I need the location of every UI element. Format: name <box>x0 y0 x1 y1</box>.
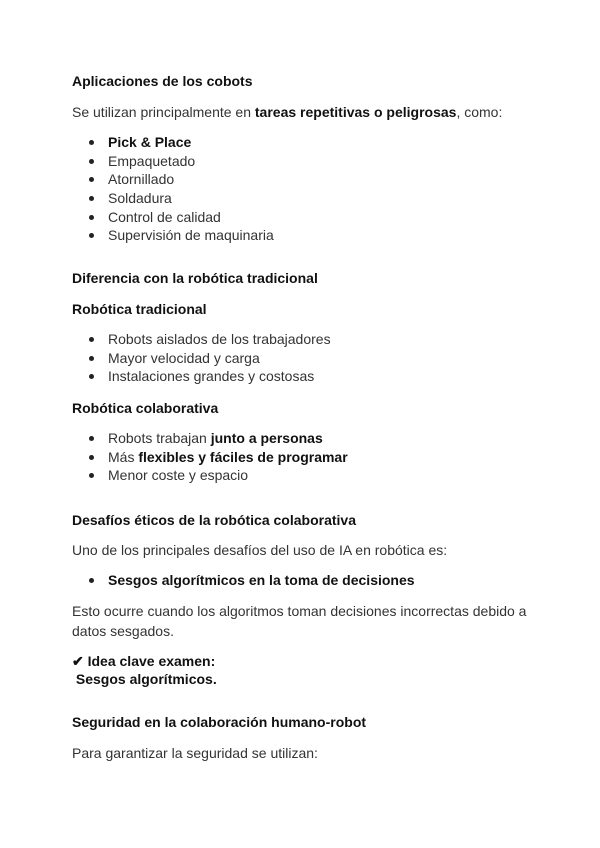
key-idea-label: ✔ Idea clave examen: <box>72 653 216 669</box>
collaborative-list <box>72 429 348 485</box>
list-item-label: Mayor velocidad y carga <box>108 349 260 366</box>
bullet-icon <box>89 356 94 361</box>
heading-difference: Diferencia con la robótica tradicional <box>72 270 318 286</box>
bullet-icon <box>89 436 94 441</box>
list-item <box>72 429 348 448</box>
applications-intro-post: , como: <box>456 104 503 120</box>
heading-safety: Seguridad en la colaboración humano-robot <box>72 714 367 730</box>
key-idea-value: Sesgos algorítmicos. <box>72 671 217 687</box>
list-item-bold: flexibles y fáciles de programar <box>138 448 348 465</box>
applications-intro-bold: tareas repetitivas o peligrosas <box>254 104 457 120</box>
bullet-icon <box>89 337 94 342</box>
bullet-icon <box>89 578 94 583</box>
list-item <box>72 208 274 227</box>
list-item <box>72 133 274 152</box>
ethics-intro: Uno de los principales desafíos del uso de IA en robótica es: <box>72 542 448 558</box>
list-item <box>72 189 274 208</box>
applications-intro <box>72 103 532 122</box>
list-item-label: Supervisión de maquinaria <box>108 227 274 244</box>
list-item <box>72 170 274 189</box>
heading-ethics: Desafíos éticos de la robótica colaborativa <box>72 512 356 528</box>
applications-intro-pre: Se utilizan principalmente en <box>72 104 255 120</box>
bullet-icon <box>89 374 94 379</box>
list-item <box>72 571 415 590</box>
list-item <box>72 367 331 386</box>
bullet-icon <box>89 233 94 238</box>
list-item-label: Pick & Place <box>108 134 192 150</box>
list-item <box>72 466 348 485</box>
ethics-explanation: Esto ocurre cuando los algoritmos toman decisiones incorrectas debido a datos sesgados. <box>72 603 527 639</box>
list-item <box>72 349 331 368</box>
bullet-icon <box>89 140 94 145</box>
heading-applications: Aplicaciones de los cobots <box>72 73 253 89</box>
bullet-icon <box>89 455 94 460</box>
ethics-list <box>72 571 415 590</box>
list-item-label: Soldadura <box>108 190 172 207</box>
bullet-icon <box>89 215 94 220</box>
list-item-pre: Robots trabajan <box>108 430 211 446</box>
heading-collaborative: Robótica colaborativa <box>72 400 219 416</box>
list-item-pre: Más <box>108 448 139 465</box>
bullet-icon <box>89 473 94 478</box>
list-item-label: Empaquetado <box>108 152 196 169</box>
list-item-label: Robots aislados de los trabajadores <box>108 331 331 347</box>
bullet-icon <box>89 177 94 182</box>
traditional-list <box>72 330 331 386</box>
applications-list <box>72 133 274 245</box>
bullet-icon <box>89 159 94 164</box>
bullet-icon <box>89 196 94 201</box>
list-item-bold: junto a personas <box>210 430 323 446</box>
list-item <box>72 330 331 349</box>
list-item-label: Control de calidad <box>108 208 221 225</box>
list-item-label: Atornillado <box>108 171 175 188</box>
heading-traditional: Robótica tradicional <box>72 301 207 317</box>
list-item <box>72 152 274 171</box>
list-item <box>72 226 274 245</box>
list-item-label: Menor coste y espacio <box>108 467 249 484</box>
list-item <box>72 448 348 467</box>
list-item-label: Sesgos algorítmicos en la toma de decisiones <box>108 572 415 588</box>
list-item-label: Instalaciones grandes y costosas <box>108 368 315 385</box>
safety-intro: Para garantizar la seguridad se utilizan: <box>72 745 318 761</box>
